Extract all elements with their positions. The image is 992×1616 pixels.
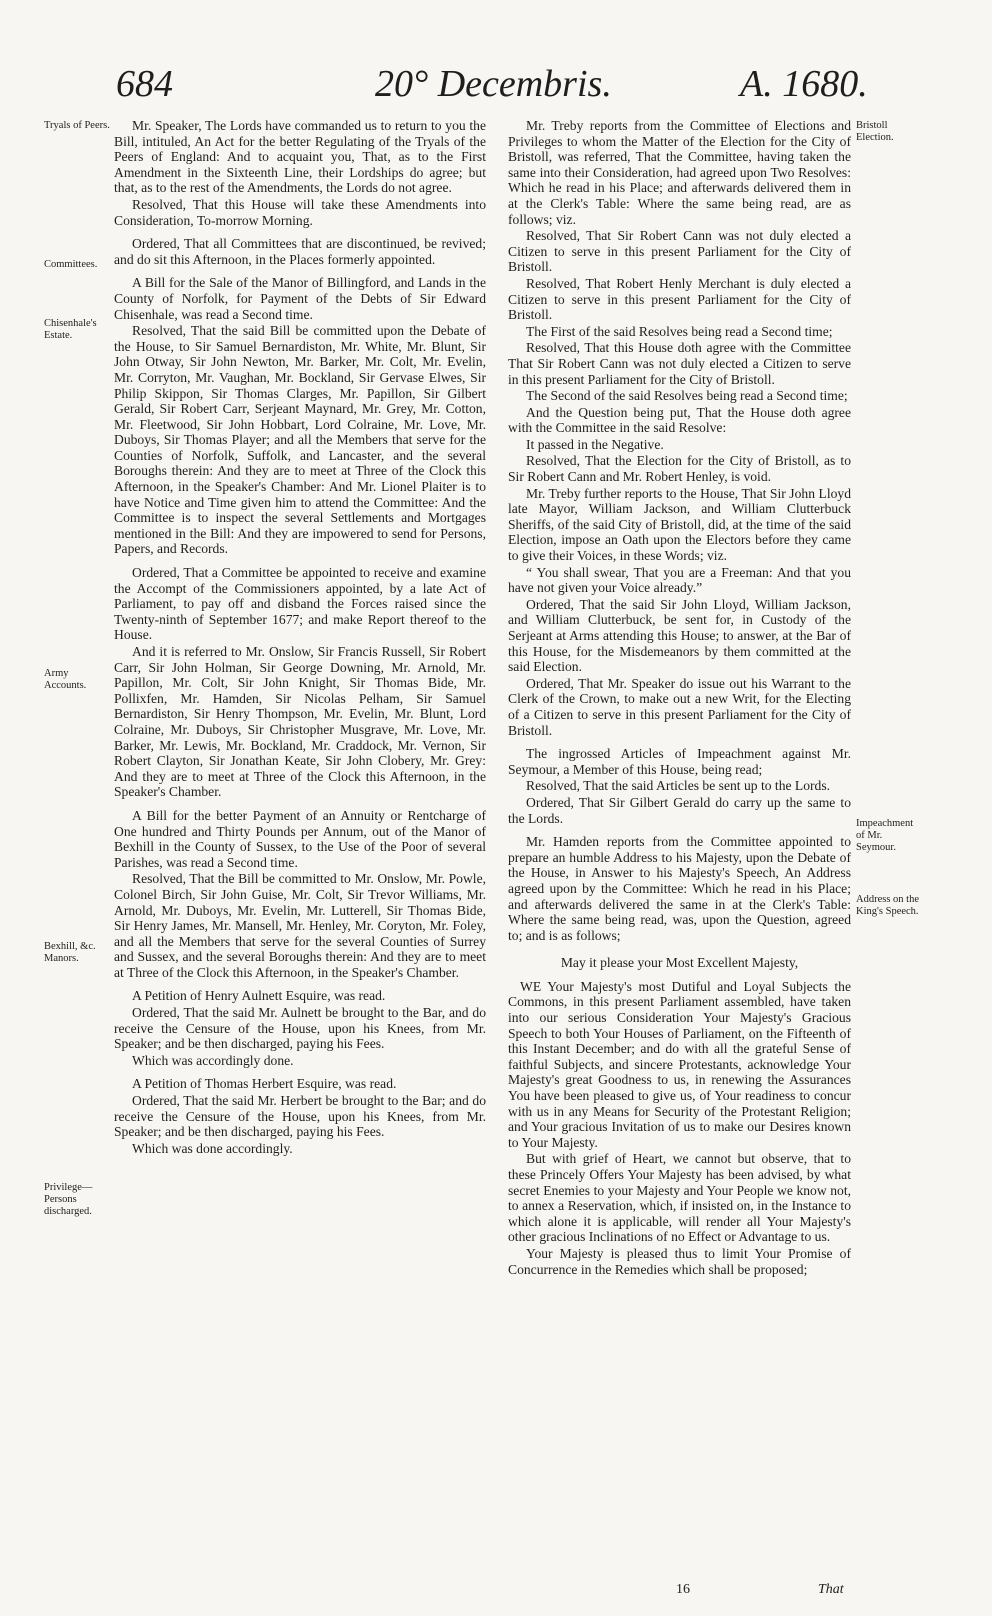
paragraph: But with grief of Heart, we cannot but observe, that to these Princely Offers Your Majesty has been advised, by what secret Enemies to your Majesty and Your People we know not, to annex a Reservation, which, if insisted on, in the Instance to which alone it is applicable, will render all Your Majesty's other gracious Inclinations of no Effect or Advantage to us. bbox=[508, 1151, 851, 1245]
page-date: 20° Decembris. bbox=[375, 63, 612, 105]
paragraph: Resolved, That Robert Henly Merchant is duly elected a Citizen to serve in this present Parliament for the City of Bristoll. bbox=[508, 275, 851, 323]
margin-note: Army Accounts. bbox=[44, 668, 87, 691]
margin-note: Impeachment of Mr. Seymour. bbox=[856, 818, 914, 853]
page-year: A. 1680. bbox=[740, 63, 868, 105]
margin-note: Bristoll Election. bbox=[856, 120, 894, 143]
paragraph: Which was accordingly done. bbox=[132, 1052, 294, 1068]
paragraph: A Bill for the Sale of the Manor of Billingford, and Lands in the County of Norfolk, for Payment of the Debts of Sir Edward Chisenhale, was read a Second time. bbox=[114, 275, 486, 322]
paragraph: Ordered, That the said Sir John Lloyd, William Jackson, and William Clutterbuck, be sent for, in Custody of the Serjeant at Arms attending this House; to answer, at the Bar of this House, for the Misdemeanors by them committed at the said Election. bbox=[508, 596, 851, 675]
signature-mark: 16 bbox=[676, 1582, 690, 1597]
paragraph: Your Majesty is pleased thus to limit Your Promise of Concurrence in the Remedies which shall be proposed; bbox=[508, 1245, 851, 1277]
paragraph: Mr. Treby further reports to the House, That Sir John Lloyd late Mayor, William Jackson, and William Clutterbuck Sheriffs, of the said City of Bristoll, did, at the time of the said Election, impose an Oath upon the Electors before they came to give their Voices, in these Words; viz. bbox=[508, 485, 851, 564]
page-number: 684 bbox=[116, 63, 173, 105]
margin-note: Chisenhale's Estate. bbox=[44, 318, 97, 341]
paragraph: Resolved, That the Bill be committed to Mr. Onslow, Mr. Powle, Colonel Birch, Sir John Guise, Mr. Colt, Sir Trevor Williams, Mr. Arnold, Mr. Duboys, Mr. Evelin, Mr. Lutterell, Sir Thomas Bide, Sir Henry James, Mr. Mansell, Mr. Henley, Mr. Coryton, Mr. Foley, and all the Members that serve for the several Counties of Surrey and Sussex, and the several Boroughs therein: And they are to meet at Three of the Clock this Afternoon, in the Speaker's Chamber. bbox=[114, 871, 486, 980]
paragraph: A Bill for the better Payment of an Annuity or Rentcharge of One hundred and Thirty Pounds per Annum, out of the Manor of Bexhill in the County of Sussex, to the Use of the Poor of several Parishes, was read a Second time. bbox=[114, 807, 486, 870]
right-column bbox=[508, 118, 851, 1278]
paragraph: Resolved, That Sir Robert Cann was not duly elected a Citizen to serve in this present Parliament for the City of Bristoll. bbox=[508, 228, 851, 275]
paragraph: WE Your Majesty's most Dutiful and Loyal Subjects the Commons, in this present Parliament assembled, have taken into our serious Consideration Your Majesty's Gracious Speech to both Your Houses of Parliament, on the Fifteenth of this Instant December; and do with all the grateful Sense of faithful Subjects, and sincere Protestants, acknowledge Your Majesty's great Goodness to us, in renewing the Assurances You have been pleased to give us, of Your readiness to concur with us in any Means for Security of the Protestant Religion; and Your gracious Invitation of us to make our Desires known to Your Majesty. bbox=[508, 978, 851, 1150]
paragraph: The Second of the said Resolves being read a Second time; bbox=[526, 388, 848, 404]
paragraph: “ You shall swear, That you are a Freeman: And that you have not given your Voice already.” bbox=[508, 564, 851, 596]
margin-note: Tryals of Peers. bbox=[44, 120, 110, 131]
paragraph: A Petition of Henry Aulnett Esquire, was read. bbox=[132, 988, 386, 1004]
paragraph: Ordered, That Sir Gilbert Gerald do carry up the same to the Lords. bbox=[508, 794, 851, 826]
paragraph: Mr. Treby reports from the Committee of Elections and Privileges to whom the Matter of the Election for the City of Bristoll, was referred, That the Committee, having taken the same into their Consideration, had agreed upon Two Resolves: Which he read in his Place; and afterwards delivered them in at the Clerk's Table: Where the same being read, are as follows; viz. bbox=[508, 118, 851, 227]
paragraph: Ordered, That a Committee be appointed to receive and examine the Accompt of the Commissioners appointed, by a late Act of Parliament, to pay off and disband the Forces raised since the Twenty-ninth of September 1677; and make Report thereof to the House. bbox=[114, 565, 486, 643]
paragraph: Mr. Hamden reports from the Committee appointed to prepare an humble Address to his Majesty, upon the Debate of the House, in Answer to his Majesty's Speech, An Address agreed upon by the Committee: Which he read in his Place; and afterwards delivered the same in at the Clerk's Table: Where the same being read, was, upon the Question, agreed to; and is as follows; bbox=[508, 834, 851, 943]
paragraph: And it is referred to Mr. Onslow, Sir Francis Russell, Sir Robert Carr, Sir John Holman, Sir George Downing, Mr. Arnold, Mr. Papillon, Mr. Colt, Sir John Knight, Sir Thomas Bide, Mr. Pollixfen, Mr. Hamden, Sir Nicolas Pelham, Sir Samuel Bernardiston, Sir Henry Thompson, Mr. Evelin, Mr. Blunt, Lord Colraine, Mr. Duboys, Sir Christopher Musgrave, Mr. Love, Mr. Barker, Mr. Lewis, Mr. Bockland, Mr. Craddock, Mr. Vernon, Sir Robert Clayton, Sir Jonathan Keate, Sir John Clobery, Mr. Grey: And they are to meet at Three of the Clock this Afternoon, in the Speaker's Chamber. bbox=[114, 644, 486, 800]
paragraph: It passed in the Negative. bbox=[526, 436, 664, 452]
paragraph: Ordered, That all Committees that are discontinued, be revived; and do sit this Afternoon, in the Places formerly appointed. bbox=[114, 236, 486, 267]
paragraph: Resolved, That the Election for the City of Bristoll, as to Sir Robert Cann and Mr. Robert Henley, is void. bbox=[508, 453, 851, 485]
paragraph: Ordered, That Mr. Speaker do issue out his Warrant to the Clerk of the Crown, to make out a new Writ, for the Electing of a Citizen to serve in this present Parliament for the City of Bristoll. bbox=[508, 675, 851, 738]
paragraph: Resolved, That the said Bill be committed upon the Debate of the House, to Sir Samuel Bernardiston, Mr. White, Mr. Blunt, Sir John Otway, Sir John Newton, Mr. Barker, Mr. Colt, Mr. Evelin, Mr. Corryton, Mr. Vaughan, Mr. Bockland, Sir Gervase Elwes, Sir Philip Skippon, Sir Thomas Clarges, Mr. Papillon, Sir Gilbert Gerald, Sir Robert Carr, Serjeant Maynard, Mr. Grey, Mr. Cotton, Mr. Fleetwood, Sir John Hobbart, Lord Colraine, Mr. Love, Mr. Duboys, Sir Thomas Player; and all the Members that serve for the Counties of Norfolk, Suffolk, and Lancaster, and the several Boroughs therein: And they are to meet at Three of the Clock this Afternoon, in the Speaker's Chamber: And Mr. Lionel Plaiter is to have Notice and Time given him to attend the Committee: And the Committee is to inspect the several Settlements and Mortgages mentioned in the Bill: And they are impowered to send for Persons, Papers, and Records. bbox=[114, 323, 486, 557]
paragraph: A Petition of Thomas Herbert Esquire, was read. bbox=[132, 1076, 397, 1092]
page-header bbox=[110, 62, 880, 112]
margin-note: Committees. bbox=[44, 259, 98, 270]
address-salutation: May it please your Most Excellent Majesty, bbox=[560, 955, 799, 971]
paragraph: Ordered, That the said Mr. Aulnett be brought to the Bar, and do receive the Censure of the House, upon his Knees, from Mr. Speaker; and be then discharged, paying his Fees. bbox=[114, 1005, 486, 1052]
catchword: That bbox=[818, 1582, 844, 1597]
paragraph: Which was done accordingly. bbox=[132, 1140, 293, 1156]
paragraph: Resolved, That this House will take these Amendments into Consideration, To-morrow Morning. bbox=[114, 196, 486, 228]
margin-note: Privilege— Persons discharged. bbox=[44, 1182, 93, 1217]
paragraph: The ingrossed Articles of Impeachment against Mr. Seymour, a Member of this House, being read; bbox=[508, 746, 851, 777]
paragraph: Resolved, That this House doth agree with the Committee That Sir Robert Cann was not duly elected a Citizen to serve in this present Parliament for the City of Bristoll. bbox=[508, 340, 851, 387]
paragraph: Mr. Speaker, The Lords have commanded us to return to you the Bill, intituled, An Act for the better Regulating of the Tryals of the Peers of England: And to acquaint you, That, as to the First Amendment in the Sixteenth Line, their Lordships do agree; but that, as to the rest of the Amendments, the Lords do not agree. bbox=[114, 118, 486, 196]
paragraph: Resolved, That the said Articles be sent up to the Lords. bbox=[526, 778, 831, 794]
paragraph: Ordered, That the said Mr. Herbert be brought to the Bar; and do receive the Censure of the House, upon his Knees, from Mr. Speaker; and be then discharged, paying his Fees. bbox=[114, 1093, 486, 1140]
margin-note: Address on the King's Speech. bbox=[856, 894, 919, 917]
left-column bbox=[114, 118, 486, 1157]
paragraph: And the Question being put, That the House doth agree with the Committee in the said Resolve: bbox=[508, 404, 851, 436]
paragraph: The First of the said Resolves being read a Second time; bbox=[526, 323, 833, 339]
margin-note: Bexhill, &c. Manors. bbox=[44, 941, 96, 964]
